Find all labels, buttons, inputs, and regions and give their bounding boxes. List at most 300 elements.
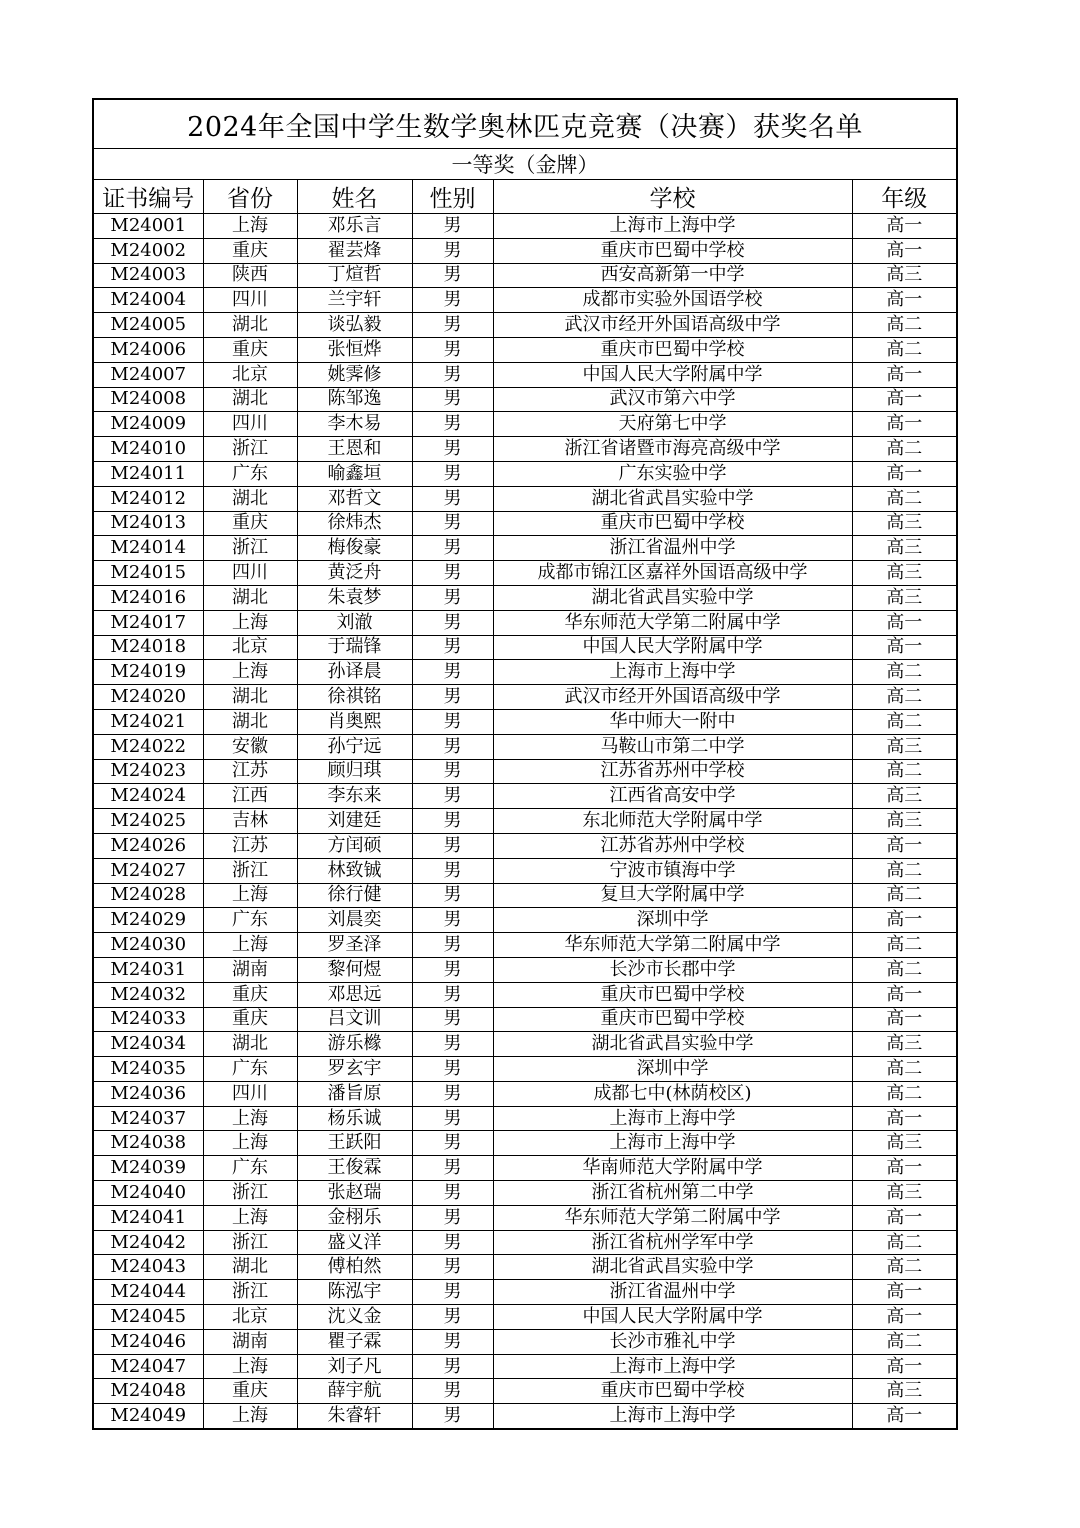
grade-cell: 高一 — [852, 1305, 957, 1330]
table-row — [93, 833, 957, 858]
table-row — [93, 263, 957, 288]
table-row — [93, 1354, 957, 1379]
table-row — [93, 784, 957, 809]
grade-cell: 高一 — [852, 833, 957, 858]
province-cell: 浙江 — [203, 1230, 297, 1255]
name-cell: 李东来 — [297, 784, 412, 809]
gender-cell: 男 — [412, 883, 493, 908]
certificate-cell: M24019 — [93, 660, 203, 685]
grade-cell: 高三 — [852, 585, 957, 610]
name-cell: 罗圣泽 — [297, 933, 412, 958]
certificate-cell: M24041 — [93, 1205, 203, 1230]
name-cell: 徐炜杰 — [297, 511, 412, 536]
certificate-cell: M24013 — [93, 511, 203, 536]
name-cell: 刘建廷 — [297, 809, 412, 834]
gender-cell: 男 — [412, 387, 493, 412]
table-row — [93, 1329, 957, 1354]
name-cell: 罗玄宇 — [297, 1057, 412, 1082]
gender-cell: 男 — [412, 809, 493, 834]
school-cell: 上海市上海中学 — [493, 1404, 852, 1429]
grade-cell: 高三 — [852, 809, 957, 834]
gender-cell: 男 — [412, 214, 493, 239]
gender-cell: 男 — [412, 288, 493, 313]
name-cell: 游乐橼 — [297, 1032, 412, 1057]
certificate-cell: M24015 — [93, 561, 203, 586]
name-cell: 王俊霖 — [297, 1156, 412, 1181]
grade-cell: 高一 — [852, 362, 957, 387]
name-cell: 方闰硕 — [297, 833, 412, 858]
province-cell: 上海 — [203, 1106, 297, 1131]
name-cell: 金栩乐 — [297, 1205, 412, 1230]
name-cell: 邓乐言 — [297, 214, 412, 239]
grade-cell: 高一 — [852, 1156, 957, 1181]
table-row — [93, 288, 957, 313]
grade-cell: 高三 — [852, 1032, 957, 1057]
table-row — [93, 561, 957, 586]
certificate-cell: M24048 — [93, 1379, 203, 1404]
name-cell: 林致铖 — [297, 858, 412, 883]
school-cell: 江苏省苏州中学校 — [493, 833, 852, 858]
name-cell: 梅俊豪 — [297, 536, 412, 561]
table-row — [93, 1255, 957, 1280]
table-row — [93, 1181, 957, 1206]
table-row — [93, 585, 957, 610]
name-cell: 陈邹逸 — [297, 387, 412, 412]
province-cell: 重庆 — [203, 1007, 297, 1032]
gender-cell: 男 — [412, 1205, 493, 1230]
gender-cell: 男 — [412, 536, 493, 561]
grade-cell: 高二 — [852, 883, 957, 908]
grade-cell: 高二 — [852, 933, 957, 958]
province-cell: 广东 — [203, 908, 297, 933]
name-cell: 吕文训 — [297, 1007, 412, 1032]
grade-cell: 高一 — [852, 288, 957, 313]
gender-cell: 男 — [412, 1404, 493, 1429]
school-cell: 成都市锦江区嘉祥外国语高级中学 — [493, 561, 852, 586]
province-cell: 四川 — [203, 561, 297, 586]
certificate-cell: M24046 — [93, 1329, 203, 1354]
gender-cell: 男 — [412, 313, 493, 338]
name-cell: 徐祺铭 — [297, 685, 412, 710]
province-cell: 重庆 — [203, 511, 297, 536]
table-row — [93, 1230, 957, 1255]
name-cell: 丁煊哲 — [297, 263, 412, 288]
name-cell: 孙译晨 — [297, 660, 412, 685]
province-cell: 重庆 — [203, 238, 297, 263]
province-cell: 浙江 — [203, 858, 297, 883]
table-row — [93, 1106, 957, 1131]
table-row — [93, 1007, 957, 1032]
grade-cell: 高一 — [852, 610, 957, 635]
name-cell: 姚霁修 — [297, 362, 412, 387]
grade-cell: 高一 — [852, 387, 957, 412]
name-cell: 薛宇航 — [297, 1379, 412, 1404]
grade-cell: 高三 — [852, 561, 957, 586]
grade-cell: 高三 — [852, 511, 957, 536]
certificate-cell: M24044 — [93, 1280, 203, 1305]
gender-cell: 男 — [412, 337, 493, 362]
table-row — [93, 511, 957, 536]
table-row — [93, 1280, 957, 1305]
school-cell: 上海市上海中学 — [493, 1354, 852, 1379]
grade-cell: 高一 — [852, 1280, 957, 1305]
gender-cell: 男 — [412, 362, 493, 387]
name-cell: 黎何煜 — [297, 957, 412, 982]
grade-cell: 高二 — [852, 1255, 957, 1280]
name-cell: 王跃阳 — [297, 1131, 412, 1156]
gender-cell: 男 — [412, 238, 493, 263]
table-row — [93, 536, 957, 561]
certificate-cell: M24047 — [93, 1354, 203, 1379]
province-cell: 湖北 — [203, 1255, 297, 1280]
table-row — [93, 337, 957, 362]
name-cell: 潘旨原 — [297, 1081, 412, 1106]
school-cell: 中国人民大学附属中学 — [493, 1305, 852, 1330]
school-cell: 华东师范大学第二附属中学 — [493, 610, 852, 635]
certificate-cell: M24023 — [93, 759, 203, 784]
province-cell: 四川 — [203, 288, 297, 313]
certificate-cell: M24008 — [93, 387, 203, 412]
table-row — [93, 1057, 957, 1082]
school-cell: 成都市实验外国语学校 — [493, 288, 852, 313]
school-cell: 浙江省杭州第二中学 — [493, 1181, 852, 1206]
province-cell: 四川 — [203, 1081, 297, 1106]
certificate-cell: M24039 — [93, 1156, 203, 1181]
certificate-cell: M24003 — [93, 263, 203, 288]
gender-cell: 男 — [412, 982, 493, 1007]
gender-cell: 男 — [412, 1106, 493, 1131]
school-cell: 华南师范大学附属中学 — [493, 1156, 852, 1181]
certificate-cell: M24049 — [93, 1404, 203, 1429]
certificate-cell: M24006 — [93, 337, 203, 362]
gender-cell: 男 — [412, 1280, 493, 1305]
name-cell: 朱睿轩 — [297, 1404, 412, 1429]
province-cell: 湖北 — [203, 313, 297, 338]
grade-cell: 高二 — [852, 1057, 957, 1082]
certificate-cell: M24042 — [93, 1230, 203, 1255]
province-cell: 广东 — [203, 1156, 297, 1181]
certificate-cell: M24017 — [93, 610, 203, 635]
table-row — [93, 660, 957, 685]
certificate-cell: M24034 — [93, 1032, 203, 1057]
province-cell: 上海 — [203, 933, 297, 958]
certificate-cell: M24038 — [93, 1131, 203, 1156]
table-row — [93, 387, 957, 412]
grade-cell: 高二 — [852, 1329, 957, 1354]
table-body — [93, 214, 957, 1430]
province-cell: 湖北 — [203, 1032, 297, 1057]
province-cell: 北京 — [203, 362, 297, 387]
grade-cell: 高一 — [852, 1106, 957, 1131]
name-cell: 于瑞锋 — [297, 635, 412, 660]
province-cell: 江西 — [203, 784, 297, 809]
certificate-cell: M24045 — [93, 1305, 203, 1330]
gender-cell: 男 — [412, 685, 493, 710]
school-cell: 中国人民大学附属中学 — [493, 635, 852, 660]
table-row — [93, 1156, 957, 1181]
certificate-cell: M24028 — [93, 883, 203, 908]
gender-cell: 男 — [412, 1081, 493, 1106]
school-cell: 浙江省诸暨市海亮高级中学 — [493, 437, 852, 462]
province-cell: 浙江 — [203, 1280, 297, 1305]
table-row — [93, 709, 957, 734]
school-cell: 天府第七中学 — [493, 412, 852, 437]
name-cell: 刘晨奕 — [297, 908, 412, 933]
school-cell: 华东师范大学第二附属中学 — [493, 933, 852, 958]
certificate-cell: M24007 — [93, 362, 203, 387]
certificate-cell: M24010 — [93, 437, 203, 462]
table-row — [93, 685, 957, 710]
award-list-table — [92, 98, 958, 1430]
name-cell: 盛义洋 — [297, 1230, 412, 1255]
school-cell: 湖北省武昌实验中学 — [493, 1255, 852, 1280]
name-cell: 喻鑫垣 — [297, 461, 412, 486]
table-row — [93, 214, 957, 239]
school-cell: 深圳中学 — [493, 1057, 852, 1082]
table-row — [93, 908, 957, 933]
name-cell: 黄泛舟 — [297, 561, 412, 586]
name-cell: 刘澈 — [297, 610, 412, 635]
grade-cell: 高二 — [852, 437, 957, 462]
gender-cell: 男 — [412, 1354, 493, 1379]
grade-cell: 高一 — [852, 461, 957, 486]
province-cell: 上海 — [203, 1404, 297, 1429]
grade-cell: 高一 — [852, 908, 957, 933]
school-cell: 江苏省苏州中学校 — [493, 759, 852, 784]
table-row — [93, 957, 957, 982]
province-cell: 吉林 — [203, 809, 297, 834]
grade-cell: 高二 — [852, 759, 957, 784]
grade-cell: 高二 — [852, 337, 957, 362]
gender-cell: 男 — [412, 660, 493, 685]
column-header-certificate: 证书编号 — [93, 180, 203, 214]
school-cell: 湖北省武昌实验中学 — [493, 585, 852, 610]
school-cell: 复旦大学附属中学 — [493, 883, 852, 908]
gender-cell: 男 — [412, 1131, 493, 1156]
column-header-name: 姓名 — [297, 180, 412, 214]
gender-cell: 男 — [412, 1156, 493, 1181]
province-cell: 湖北 — [203, 685, 297, 710]
certificate-cell: M24024 — [93, 784, 203, 809]
province-cell: 安徽 — [203, 734, 297, 759]
school-cell: 上海市上海中学 — [493, 660, 852, 685]
gender-cell: 男 — [412, 461, 493, 486]
grade-cell: 高一 — [852, 1007, 957, 1032]
name-cell: 刘子凡 — [297, 1354, 412, 1379]
gender-cell: 男 — [412, 511, 493, 536]
province-cell: 上海 — [203, 1354, 297, 1379]
certificate-cell: M24043 — [93, 1255, 203, 1280]
gender-cell: 男 — [412, 585, 493, 610]
grade-cell: 高二 — [852, 1230, 957, 1255]
name-cell: 翟芸烽 — [297, 238, 412, 263]
name-cell: 杨乐诚 — [297, 1106, 412, 1131]
province-cell: 浙江 — [203, 536, 297, 561]
certificate-cell: M24037 — [93, 1106, 203, 1131]
grade-cell: 高二 — [852, 709, 957, 734]
province-cell: 重庆 — [203, 982, 297, 1007]
table-row — [93, 1032, 957, 1057]
school-cell: 浙江省温州中学 — [493, 1280, 852, 1305]
award-level: 一等奖（金牌） — [93, 149, 957, 180]
school-cell: 宁波市镇海中学 — [493, 858, 852, 883]
gender-cell: 男 — [412, 1032, 493, 1057]
school-cell: 广东实验中学 — [493, 461, 852, 486]
table-row — [93, 610, 957, 635]
certificate-cell: M24009 — [93, 412, 203, 437]
column-header-province: 省份 — [203, 180, 297, 214]
school-cell: 武汉市经开外国语高级中学 — [493, 313, 852, 338]
gender-cell: 男 — [412, 833, 493, 858]
gender-cell: 男 — [412, 1255, 493, 1280]
table-row — [93, 313, 957, 338]
province-cell: 北京 — [203, 1305, 297, 1330]
table-row — [93, 1305, 957, 1330]
certificate-cell: M24040 — [93, 1181, 203, 1206]
table-row — [93, 437, 957, 462]
grade-cell: 高二 — [852, 957, 957, 982]
name-cell: 徐行健 — [297, 883, 412, 908]
table-row — [93, 412, 957, 437]
grade-cell: 高一 — [852, 214, 957, 239]
gender-cell: 男 — [412, 908, 493, 933]
grade-cell: 高三 — [852, 1131, 957, 1156]
gender-cell: 男 — [412, 635, 493, 660]
name-cell: 邓思远 — [297, 982, 412, 1007]
gender-cell: 男 — [412, 486, 493, 511]
table-row — [93, 362, 957, 387]
name-cell: 肖奥熙 — [297, 709, 412, 734]
gender-cell: 男 — [412, 1379, 493, 1404]
certificate-cell: M24014 — [93, 536, 203, 561]
certificate-cell: M24005 — [93, 313, 203, 338]
gender-cell: 男 — [412, 1007, 493, 1032]
table-row — [93, 809, 957, 834]
name-cell: 傅柏然 — [297, 1255, 412, 1280]
gender-cell: 男 — [412, 784, 493, 809]
grade-cell: 高一 — [852, 1205, 957, 1230]
province-cell: 陕西 — [203, 263, 297, 288]
school-cell: 武汉市第六中学 — [493, 387, 852, 412]
title-row — [93, 99, 957, 149]
province-cell: 四川 — [203, 412, 297, 437]
grade-cell: 高二 — [852, 660, 957, 685]
table-row — [93, 883, 957, 908]
province-cell: 上海 — [203, 883, 297, 908]
table-row — [93, 238, 957, 263]
school-cell: 马鞍山市第二中学 — [493, 734, 852, 759]
document-title: 2024年全国中学生数学奥林匹克竞赛（决赛）获奖名单 — [93, 99, 957, 149]
province-cell: 江苏 — [203, 759, 297, 784]
gender-cell: 男 — [412, 1329, 493, 1354]
school-cell: 上海市上海中学 — [493, 1106, 852, 1131]
province-cell: 浙江 — [203, 437, 297, 462]
table-row — [93, 461, 957, 486]
name-cell: 张恒烨 — [297, 337, 412, 362]
column-header-gender: 性别 — [412, 180, 493, 214]
province-cell: 上海 — [203, 1205, 297, 1230]
gender-cell: 男 — [412, 263, 493, 288]
name-cell: 顾归琪 — [297, 759, 412, 784]
table-row — [93, 486, 957, 511]
province-cell: 广东 — [203, 461, 297, 486]
gender-cell: 男 — [412, 1305, 493, 1330]
school-cell: 深圳中学 — [493, 908, 852, 933]
province-cell: 湖北 — [203, 387, 297, 412]
school-cell: 西安高新第一中学 — [493, 263, 852, 288]
gender-cell: 男 — [412, 610, 493, 635]
certificate-cell: M24020 — [93, 685, 203, 710]
province-cell: 重庆 — [203, 337, 297, 362]
certificate-cell: M24029 — [93, 908, 203, 933]
certificate-cell: M24027 — [93, 858, 203, 883]
grade-cell: 高一 — [852, 1354, 957, 1379]
school-cell: 重庆市巴蜀中学校 — [493, 1379, 852, 1404]
province-cell: 上海 — [203, 660, 297, 685]
table-row — [93, 759, 957, 784]
grade-cell: 高三 — [852, 784, 957, 809]
school-cell: 江西省高安中学 — [493, 784, 852, 809]
school-cell: 湖北省武昌实验中学 — [493, 486, 852, 511]
name-cell: 谈弘毅 — [297, 313, 412, 338]
province-cell: 湖南 — [203, 1329, 297, 1354]
province-cell: 北京 — [203, 635, 297, 660]
certificate-cell: M24026 — [93, 833, 203, 858]
table-row — [93, 858, 957, 883]
certificate-cell: M24033 — [93, 1007, 203, 1032]
table-row — [93, 1131, 957, 1156]
province-cell: 广东 — [203, 1057, 297, 1082]
gender-cell: 男 — [412, 933, 493, 958]
certificate-cell: M24021 — [93, 709, 203, 734]
certificate-cell: M24004 — [93, 288, 203, 313]
province-cell: 上海 — [203, 1131, 297, 1156]
table-row — [93, 1379, 957, 1404]
certificate-cell: M24030 — [93, 933, 203, 958]
school-cell: 上海市上海中学 — [493, 1131, 852, 1156]
school-cell: 重庆市巴蜀中学校 — [493, 982, 852, 1007]
table-row — [93, 982, 957, 1007]
gender-cell: 男 — [412, 412, 493, 437]
table-row — [93, 1081, 957, 1106]
certificate-cell: M24016 — [93, 585, 203, 610]
column-header-grade: 年级 — [852, 180, 957, 214]
name-cell: 瞿子霖 — [297, 1329, 412, 1354]
school-cell: 东北师范大学附属中学 — [493, 809, 852, 834]
certificate-cell: M24001 — [93, 214, 203, 239]
table-row — [93, 933, 957, 958]
grade-cell: 高二 — [852, 858, 957, 883]
grade-cell: 高二 — [852, 685, 957, 710]
certificate-cell: M24012 — [93, 486, 203, 511]
name-cell: 朱袁梦 — [297, 585, 412, 610]
certificate-cell: M24018 — [93, 635, 203, 660]
table-row — [93, 1404, 957, 1429]
province-cell: 湖南 — [203, 957, 297, 982]
table-row — [93, 635, 957, 660]
province-cell: 湖北 — [203, 585, 297, 610]
grade-cell: 高三 — [852, 1181, 957, 1206]
grade-cell: 高二 — [852, 1081, 957, 1106]
gender-cell: 男 — [412, 1057, 493, 1082]
school-cell: 中国人民大学附属中学 — [493, 362, 852, 387]
school-cell: 浙江省杭州学军中学 — [493, 1230, 852, 1255]
grade-cell: 高一 — [852, 412, 957, 437]
grade-cell: 高二 — [852, 486, 957, 511]
province-cell: 重庆 — [203, 1379, 297, 1404]
name-cell: 沈义金 — [297, 1305, 412, 1330]
name-cell: 张赵瑞 — [297, 1181, 412, 1206]
